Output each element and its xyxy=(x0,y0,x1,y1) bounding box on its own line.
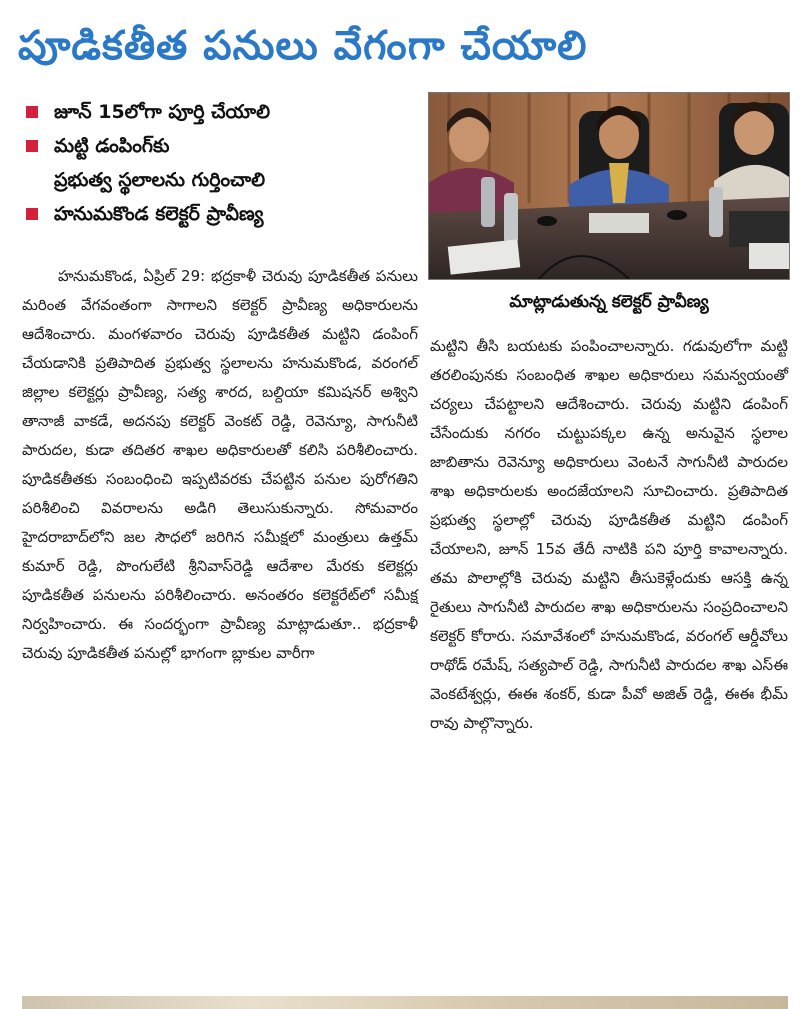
bullet-text: హనుమకొండ కలెక్టర్ ప్రావీణ్య xyxy=(54,203,264,225)
article-column-right xyxy=(430,332,788,738)
bullet-square-icon xyxy=(26,140,38,152)
bullet-text: మట్టి డంపింగ్‌కు xyxy=(54,135,170,157)
bullet-text: ప్రభుత్వ స్థలాలను గుర్తించాలి xyxy=(54,169,266,191)
bullet-item-continuation xyxy=(22,163,422,197)
headline: పూడికతీత పనులు వేగంగా చేయాలి xyxy=(18,23,588,69)
bullet-square-icon xyxy=(26,208,38,220)
photo-caption: మాట్లాడుతున్న కలెక్టర్ ప్రావీణ్య xyxy=(509,292,709,312)
bullet-item xyxy=(22,197,422,231)
bullet-text: జూన్ 15లోగా పూర్తి చేయాలి xyxy=(54,101,270,123)
bullet-item xyxy=(22,95,422,129)
bullet-square-icon xyxy=(26,106,38,118)
article-paragraph: మట్టిని తీసి బయటకు పంపించాలన్నారు. గడువులోగా మట్టి తరలింపునకు సంబంధిత శాఖల అధికారులు సమన్వయంతో చర్యలు చేపట్టాలని ఆదేశించారు. చెరువు మట్టిని డంపింగ్ చేసేందుకు నగరం చుట్టుపక్కల ఉన్న అనువైన స్థలాల జాబితాను రెవెన్యూ అధికారులు వెంటనే సాగునీటి పారుదల శాఖ అధికారులకు అందజేయాలని సూచించారు. ప్రతిపాదిత ప్రభుత్వ స్థలాల్లో చెరువు పూడికతీత మట్టిని డంపింగ్ చేయాలని, జూన్ 15వ తేదీ నాటికి పని పూర్తి కావాలన్నారు. తమ పొలాల్లోకి చెరువు మట్టిని తీసుకెళ్లేందుకు ఆసక్తి ఉన్న రైతులు సాగునీటి పారుదల శాఖ అధికారులను సంప్రదించాలని కలెక్టర్ కోరారు. సమావేశంలో హనుమకొండ, వరంగల్ ఆర్డీవోలు రాథోడ్ రమేష్, సత్యపాల్ రెడ్డి, సాగునీటి పారుదల శాఖ ఎస్ఈ వెంకటేశ్వర్లు, ఈఈ శంకర్, కుడా పీవో అజిత్ రెడ్డి, ఈఈ భీమ్ రావు పాల్గొన్నారు. xyxy=(430,337,788,732)
meeting-photo-illustration xyxy=(429,93,789,279)
article-paragraph: హనుమకొండ, ఏప్రిల్ 29: భద్రకాళీ చెరువు పూడికతీత పనులు మరింత వేగవంతంగా సాగాలని కలెక్టర్ ప్రావీణ్య అధికారులను ఆదేశించారు. మంగళవారం చెరువు పూడికతీత మట్టిని డంపింగ్ చేయడానికి ప్రతిపాదిత ప్రభుత్వ స్థలాలను హనుమకొండ, వరంగల్ జిల్లాల కలెక్టర్లు ప్రావీణ్య, సత్య శారద, బల్దియా కమిషనర్ అశ్విని తానాజీ వాకడే, అదనపు కలెక్టర్ వెంకట్ రెడ్డి, రెవెన్యూ, సాగునీటి పారుదల, కుడా తదితర శాఖల అధికారులతో కలిసి పరిశీలించారు. పూడికతీతకు సంబంధించి ఇప్పటివరకు చేపట్టిన పనుల పురోగతిని పరిశీలించి వివరాలను అడిగి తెలుసుకున్నారు. సోమవారం హైదరాబాద్‌లోని జల సౌధలో జరిగిన సమీక్షలో మంత్రులు ఉత్తమ్ కుమార్ రెడ్డి, పొంగులేటి శ్రీనివాస్‌రెడ్డి ఆదేశాల మేరకు కలెక్టర్లు పూడికతీత పనులను పరిశీలించారు. అనంతరం కలెక్టరేట్‌లో సమీక్ష నిర్వహించారు. ఈ సందర్భంగా ప్రావీణ్య మాట్లాడుతూ.. భద్రకాళీ చెరువు పూడికతీత పనుల్లో భాగంగా బ్లాకుల వారీగా xyxy=(22,267,418,662)
meeting-photo xyxy=(428,92,790,280)
article-column-left xyxy=(22,262,418,668)
next-article-image-strip xyxy=(22,996,788,1009)
bullet-list xyxy=(22,95,422,231)
bullet-item xyxy=(22,129,422,163)
